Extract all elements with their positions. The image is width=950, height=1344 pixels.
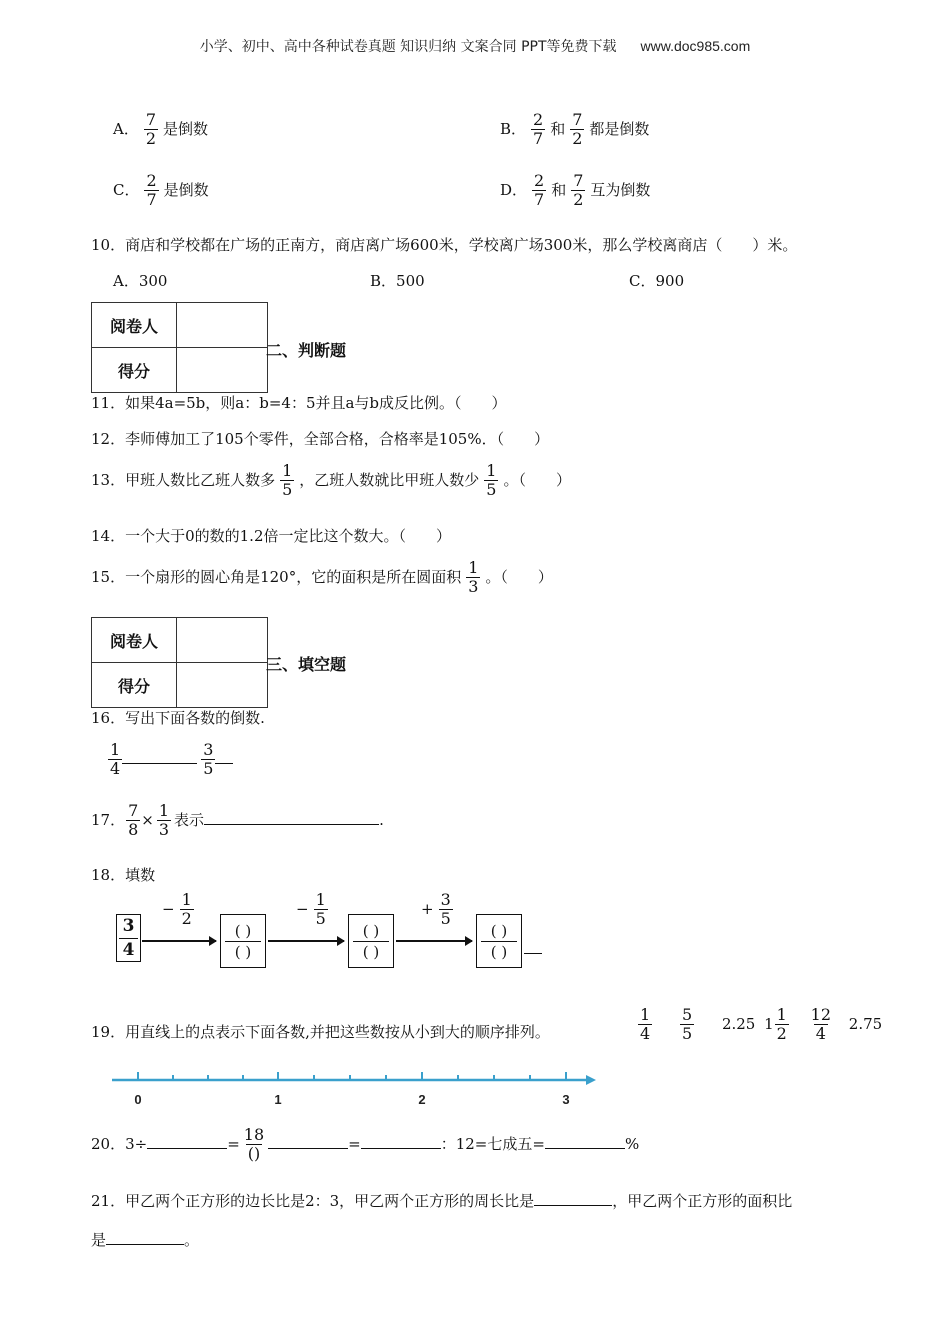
q9-option-b: B． $\frac{2}{7}$ 和 $\frac{7}{2}$ 都是倒数 — [500, 110, 650, 148]
q9-option-c: C． $\frac{2}{7}$ 是倒数 — [113, 171, 209, 209]
q21-line-2: 是 。 — [91, 1231, 200, 1249]
scorebox-section3 — [91, 617, 268, 708]
q18-answer-box-1[interactable]: ( ) ( ) — [220, 914, 266, 968]
section3-title: 三、填空题 — [266, 655, 347, 674]
q21-blank-1[interactable] — [534, 1190, 612, 1206]
q18-final-blank[interactable] — [524, 953, 542, 954]
score-label: 得分 — [92, 663, 177, 708]
q18-start-box: 3 4 — [116, 914, 141, 962]
q21-line-1: 21．甲乙两个正方形的边长比是2：3，甲乙两个正方形的周长比是 ，甲乙两个正方形的面积比 — [91, 1192, 793, 1210]
q13-text: 13．甲班人数比乙班人数多 $\frac{1}{5}$ ，乙班人数就比甲班人数少 $\frac{1}{5}$ 。（ ） — [91, 461, 571, 499]
number-line — [110, 1068, 600, 1114]
axis-label-3: 3 — [562, 1092, 570, 1107]
q19-numbers: $\frac{1}{4}$ $\frac{5}{5}$ 2.25 1 $\frac{1}{2}$ $\frac{12}{4}$ 2.75 — [640, 1005, 883, 1043]
score-cell[interactable] — [177, 663, 268, 708]
q21-blank-2[interactable] — [106, 1229, 184, 1245]
axis-label-2: 2 — [418, 1092, 426, 1107]
scorebox-section2 — [91, 302, 268, 393]
q20-blank-2[interactable] — [268, 1133, 348, 1149]
score-label: 得分 — [92, 348, 177, 393]
q16-text: 16．写出下面各数的倒数. — [91, 709, 265, 727]
q18-op-1: − $\frac{1}{2}$ — [162, 890, 192, 928]
header-url: www.doc985.com — [640, 38, 751, 54]
q11-text: 11．如果4a=5b，则a：b=4：5并且a与b成反比例。（ ） — [91, 394, 507, 412]
q10-text: 10．商店和学校都在广场的正南方，商店离广场600米，学校离广场300米，那么学校离商店（ ）米。 — [91, 236, 798, 254]
q18-arrow-1 — [142, 940, 216, 942]
number-line-arrowhead — [586, 1075, 596, 1085]
axis-label-0: 0 — [134, 1092, 142, 1107]
reviewer-cell[interactable] — [177, 618, 268, 663]
q10-option-b: B．500 — [370, 272, 425, 290]
q12-text: 12．李师傅加工了105个零件，全部合格，合格率是105%．（ ） — [91, 430, 550, 448]
header-text: 小学、初中、高中各种试卷真题 知识归纳 文案合同 PPT等免费下载 — [199, 39, 617, 55]
q20-blank-1[interactable] — [147, 1133, 227, 1149]
q18-text: 18．填数 — [91, 866, 156, 884]
reviewer-label: 阅卷人 — [92, 618, 177, 663]
q20-blank-3[interactable] — [361, 1133, 441, 1149]
q18-answer-box-2[interactable]: ( ) ( ) — [348, 914, 394, 968]
q18-op-3: + $\frac{3}{5}$ — [421, 890, 451, 928]
reviewer-cell[interactable] — [177, 303, 268, 348]
q15-text: 15．一个扇形的圆心角是120°，它的面积是所在圆面积 $\frac{1}{3}$ 。（ ） — [91, 558, 553, 596]
q16-items: $\frac{1}{4}$ $\frac{3}{5}$ — [108, 742, 233, 778]
q9-option-a: A． $\frac{7}{2}$ 是倒数 — [113, 110, 209, 148]
q18-arrow-2 — [268, 940, 344, 942]
section2-title: 二、判断题 — [266, 341, 347, 360]
q9-option-d: D． $\frac{2}{7}$ 和 $\frac{7}{2}$ 互为倒数 — [500, 171, 651, 209]
page-header — [0, 36, 950, 56]
q18-op-2: − $\frac{1}{5}$ — [296, 890, 326, 928]
q10-option-a: A．300 — [113, 272, 168, 290]
q14-text: 14．一个大于0的数的1.2倍一定比这个数大。（ ） — [91, 527, 451, 545]
axis-label-1: 1 — [274, 1092, 282, 1107]
score-cell[interactable] — [177, 348, 268, 393]
q17-blank[interactable] — [204, 809, 379, 825]
q19-text: 19．用直线上的点表示下面各数,并把这些数按从小到大的顺序排列。 — [91, 1023, 550, 1041]
q18-arrow-3 — [396, 940, 472, 942]
q17-text: 17． $\frac{7}{8}$ × $\frac{1}{3}$ 表示 . — [91, 801, 384, 839]
q20-text: 20．3÷ = $\frac{18}{()}$ = ：12=七成五= % — [91, 1125, 640, 1163]
q16-blank-2[interactable] — [215, 748, 233, 764]
q18-answer-box-3[interactable]: ( ) ( ) — [476, 914, 522, 968]
q16-blank-1[interactable] — [122, 748, 197, 764]
q10-option-c: C．900 — [629, 272, 685, 290]
q20-blank-4[interactable] — [545, 1133, 625, 1149]
reviewer-label: 阅卷人 — [92, 303, 177, 348]
